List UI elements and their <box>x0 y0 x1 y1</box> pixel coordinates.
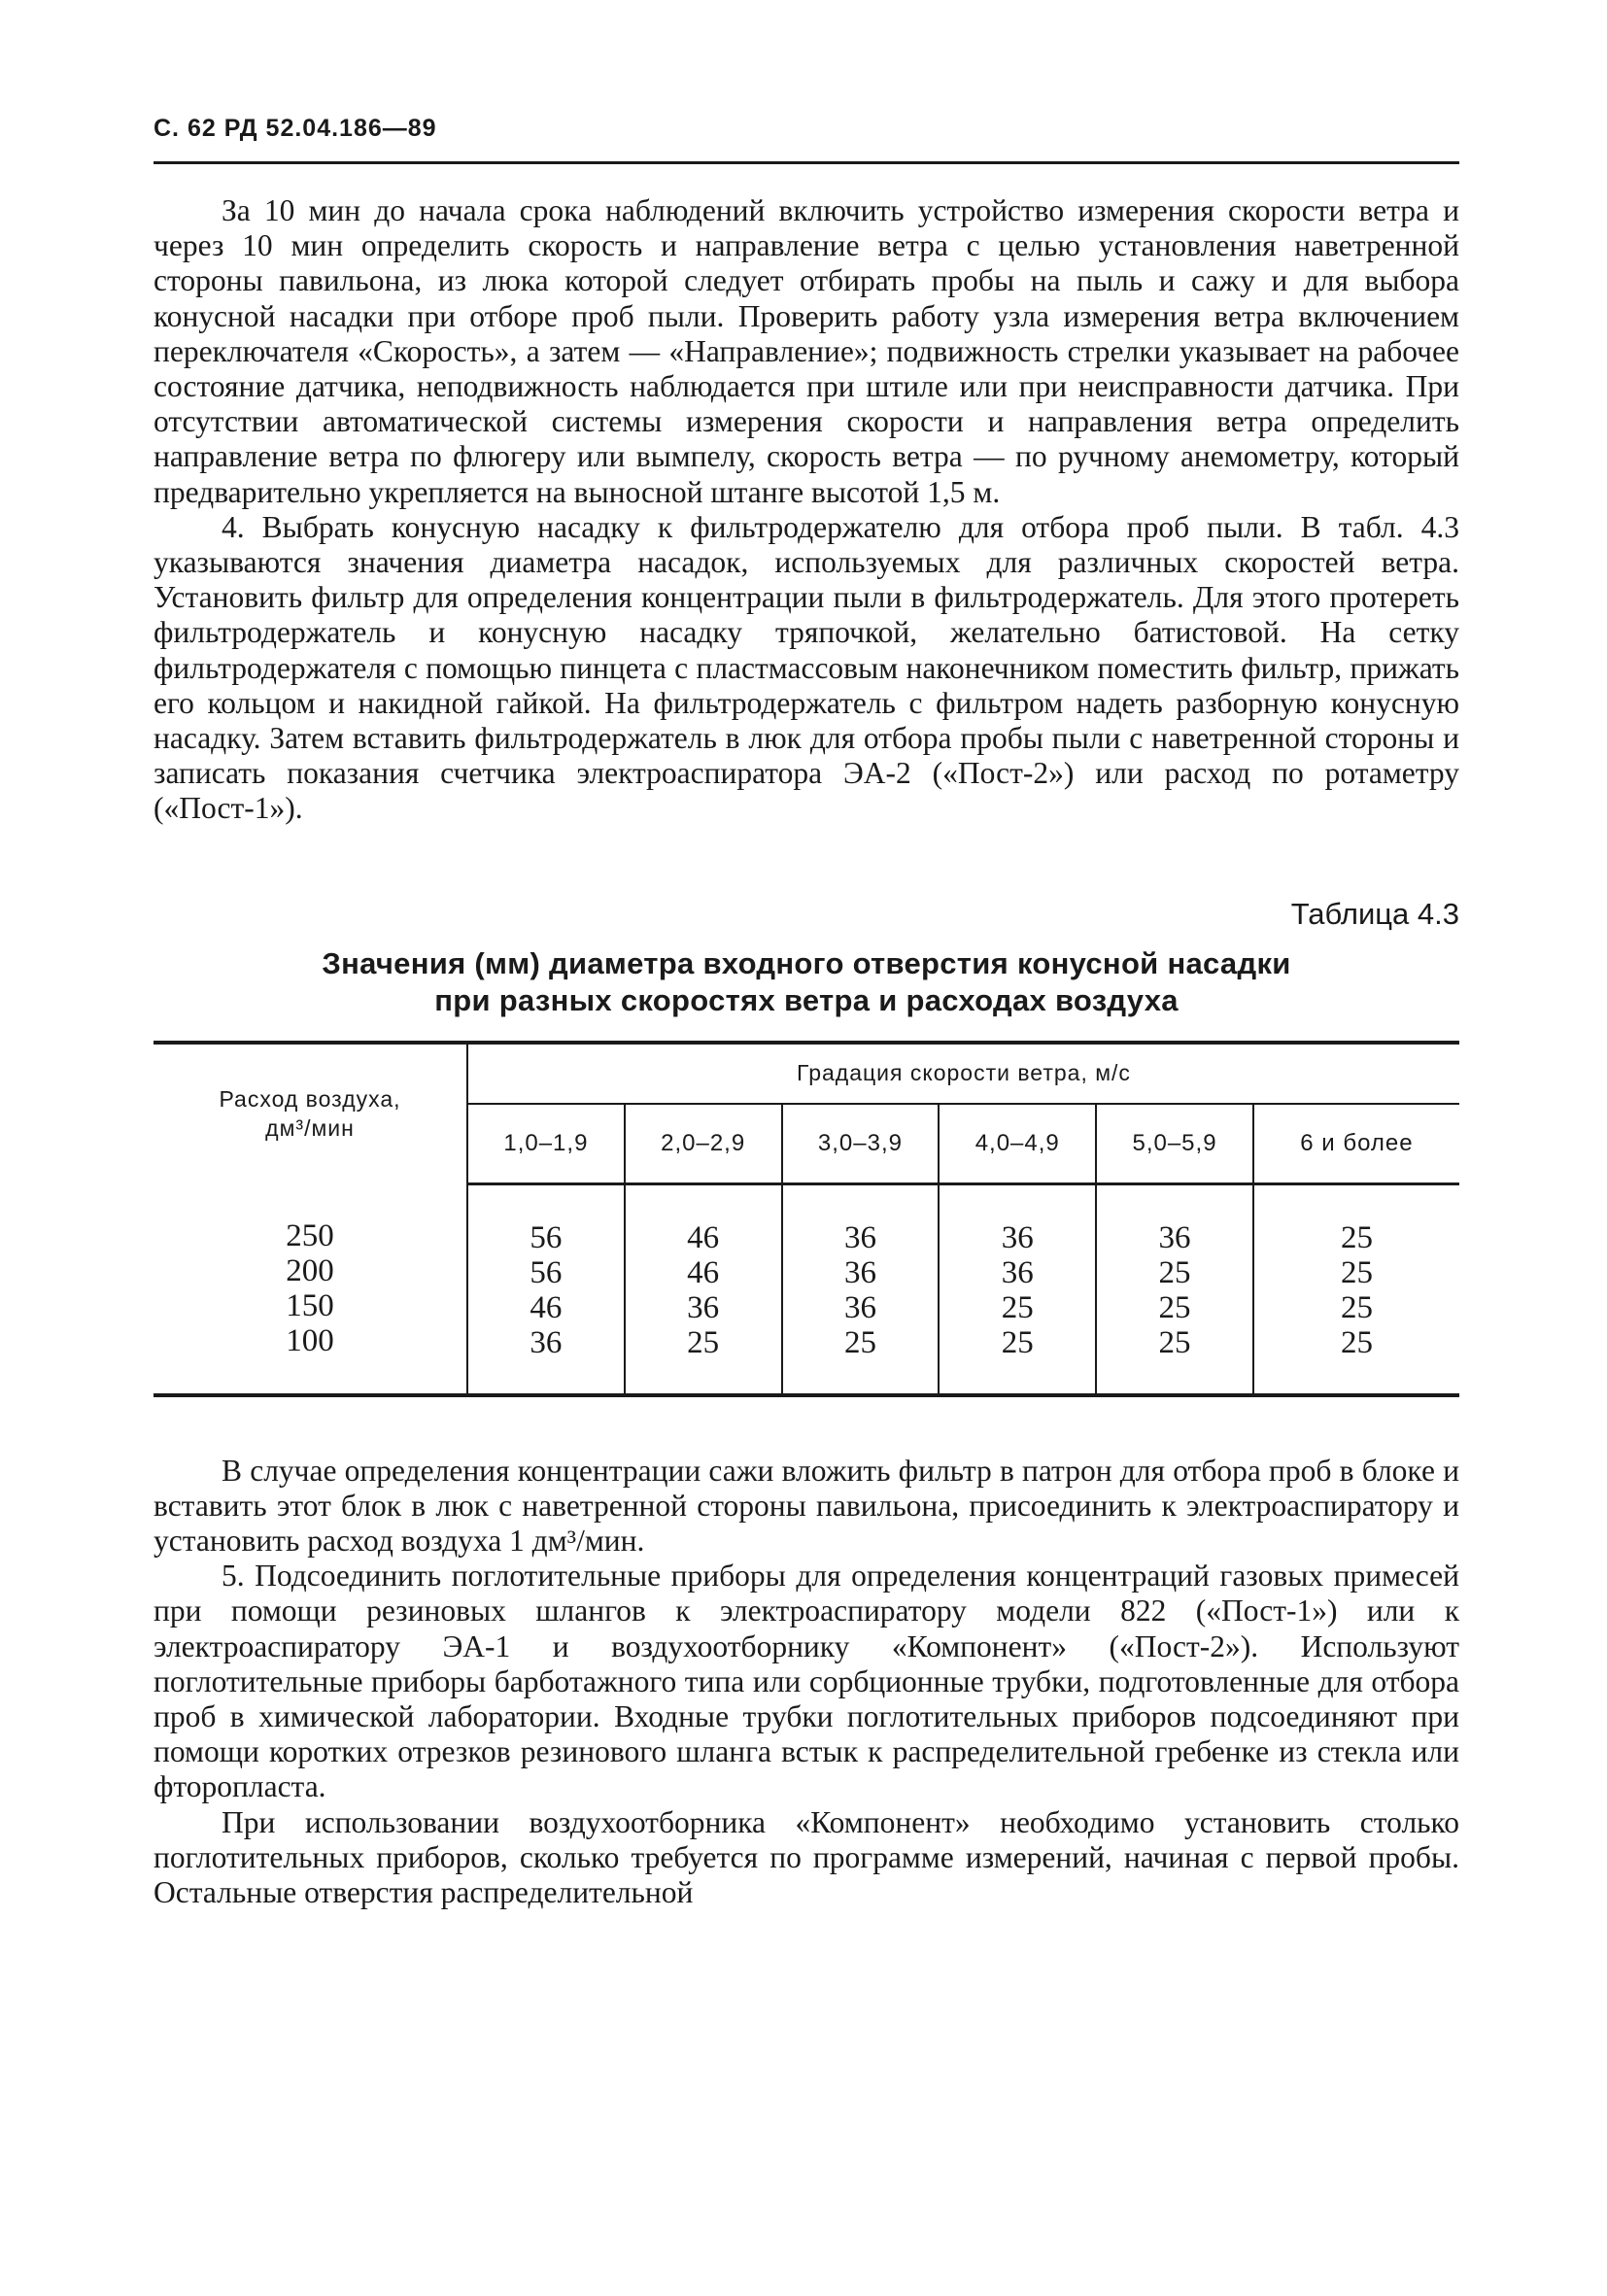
text-after-table <box>154 1454 1459 1911</box>
table-cell: 25 <box>1001 1324 1034 1360</box>
table-cell: 25 <box>1158 1324 1191 1360</box>
paragraph: За 10 мин до начала срока наблюдений включить устройство измерения скорости ветра и через 10 мин определить скорость и направление ветра с целью установления наветренной стороны павильона, из люка которой следует отбирать пробы на пыль и сажу и для выбора конусной насадки при отборе проб пыли. Проверить работу узла измерения ветра включением переключателя «Скорость», а затем — «Направление»; подвижность стрелки указывает на рабочее состояние датчика, неподвижность наблюдается при штиле или при неисправности датчика. При отсутствии автоматической системы измерения скорости и направления ветра определить направление ветра по флюгеру или вымпелу, скорость ветра — по ручному анемометру, который предварительно укрепляется на выносной штанге высотой 1,5 м. <box>154 193 1459 509</box>
table-cell: 56 <box>530 1254 563 1290</box>
value-column <box>782 1183 940 1395</box>
table-cell: 36 <box>1158 1219 1191 1255</box>
row-header-cell <box>154 1043 467 1184</box>
paragraph: 5. Подсоединить поглотительные приборы для определения концентраций газовых примесей при помощи резиновых шлангов к электроаспиратору модели 822 («Пост-1») или к электроаспиратору ЭА-1 и воздухоотборнику «Компонент» («Пост-2»). Используют поглотительные приборы барботажного типа или сорбционные трубки, подготовленные для отбора проб в химической лаборатории. Входные трубки поглотительных приборов подсоединяют при помощи коротких отрезков резинового шланга встык к распределительной гребенке из стекла или фторопласта. <box>154 1559 1459 1804</box>
table-cell: 36 <box>843 1254 876 1290</box>
column-header: 2,0–2,9 <box>625 1104 782 1184</box>
row-label: 100 <box>286 1323 334 1359</box>
table-cell: 36 <box>687 1289 720 1325</box>
column-header: 6 и более <box>1253 1104 1459 1184</box>
table-cell: 25 <box>1340 1254 1373 1290</box>
table-cell: 46 <box>530 1289 563 1325</box>
table-cell: 25 <box>1340 1324 1373 1360</box>
table-number: Таблица 4.3 <box>1290 896 1459 931</box>
table-cell: 36 <box>843 1219 876 1255</box>
value-column <box>1096 1183 1253 1395</box>
table-cell: 25 <box>843 1324 876 1360</box>
table-cell: 25 <box>1158 1289 1191 1325</box>
table-cell: 36 <box>530 1324 563 1360</box>
table-title <box>154 945 1459 1019</box>
row-label: 250 <box>286 1218 334 1254</box>
page-header: С. 62 РД 52.04.186—89 <box>154 115 437 142</box>
table-cell: 46 <box>687 1219 720 1255</box>
table-cell: 56 <box>530 1219 563 1255</box>
table-title-line: Значения (мм) диаметра входного отверстия конусной насадки <box>322 945 1291 980</box>
table-cell: 25 <box>1340 1219 1373 1255</box>
paragraph: 4. Выбрать конусную насадку к фильтродержателю для отбора проб пыли. В табл. 4.3 указываются значения диаметра насадок, используемых для различных скоростей ветра. Установить фильтр для определения концентрации пыли в фильтродержатель. Для этого протереть фильтродержатель и конусную насадку тряпочкой, желательно батистовой. На сетку фильтродержателя с помощью пинцета с пластмассовым наконечником поместить фильтр, прижать его кольцом и накидной гайкой. На фильтродержатель с фильтром надеть разборную конусную насадку. Затем вставить фильтродержатель в люк для отбора пробы пыли с наветренной стороны и записать показания счетчика электроаспиратора ЭА-2 («Пост-2») или расход по ротаметру («Пост-1»). <box>154 509 1459 826</box>
value-column <box>1253 1183 1459 1395</box>
group-header: Градация скорости ветра, м/с <box>467 1043 1459 1104</box>
table-cell: 46 <box>687 1254 720 1290</box>
table-cell: 25 <box>1158 1254 1191 1290</box>
paragraph: В случае определения концентрации сажи вложить фильтр в патрон для отбора проб в блоке и вставить этот блок в люк с наветренной стороны павильона, присоединить к электроаспиратору и установить расход воздуха 1 дм³/мин. <box>154 1453 1459 1559</box>
row-label: 200 <box>286 1253 334 1289</box>
row-label: 150 <box>286 1288 334 1324</box>
value-column <box>939 1183 1096 1395</box>
table-cell: 36 <box>1001 1219 1034 1255</box>
table-cell: 25 <box>1001 1289 1034 1325</box>
column-header: 4,0–4,9 <box>939 1104 1096 1184</box>
value-column <box>467 1183 625 1395</box>
table-cell: 36 <box>1001 1254 1034 1290</box>
table-body-row <box>154 1183 1459 1395</box>
table-cell: 25 <box>687 1324 720 1360</box>
header-rule <box>154 161 1459 164</box>
table-cell: 36 <box>843 1289 876 1325</box>
row-labels <box>154 1183 467 1395</box>
value-column <box>625 1183 782 1395</box>
data-table <box>154 1041 1459 1397</box>
column-header: 3,0–3,9 <box>782 1104 940 1184</box>
column-header: 1,0–1,9 <box>467 1104 625 1184</box>
column-header: 5,0–5,9 <box>1096 1104 1253 1184</box>
document-page <box>154 115 1459 1910</box>
table-title-line: при разных скоростях ветра и расходах воздуха <box>434 982 1179 1017</box>
row-header-label: Расход воздуха, дм³/мин <box>219 1086 401 1142</box>
table-cell: 25 <box>1340 1289 1373 1325</box>
paragraph: При использовании воздухоотборника «Компонент» необходимо установить столько поглотительных приборов, сколько требуется по программе измерений, начиная с первой пробы. Остальные отверстия распределительной <box>154 1804 1459 1910</box>
